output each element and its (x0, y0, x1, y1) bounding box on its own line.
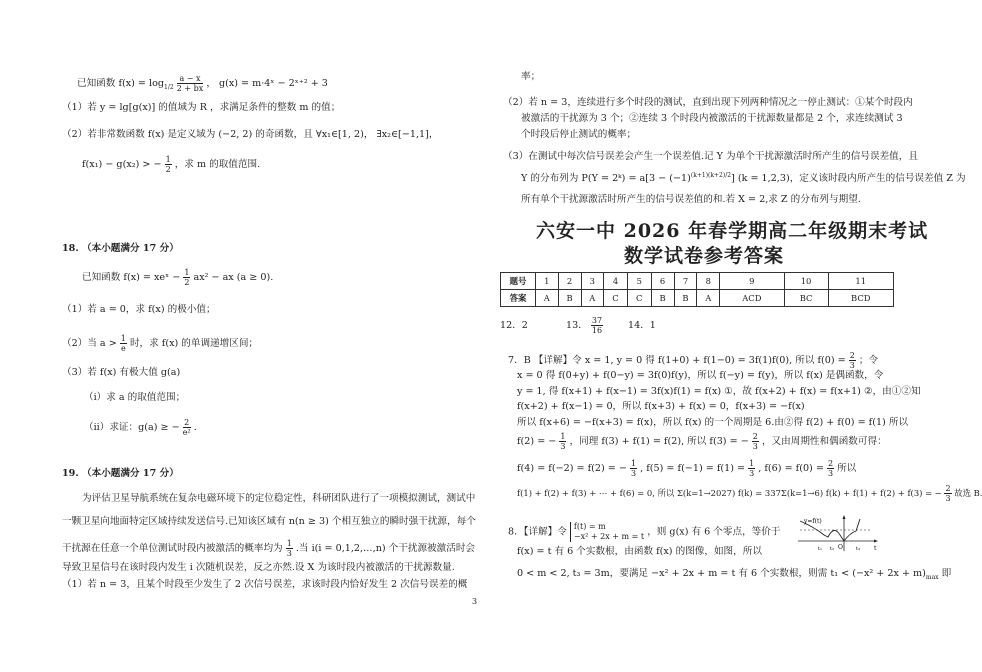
graph-label-t2: t₂ (830, 546, 835, 552)
q2-line1: （2）若非常数函数 f(x) 是定义域为 (−2, 2) 的奇函数，且 ∀x₁∈[1, 2)， ∃x₂∈[−1,1]， (62, 129, 439, 140)
solution-7-line2: x = 0 得 f(0+y) + f(0−y) = 3f(0)f(y)，所以 f(−y) = f(y)，所以 f(x) 是偶函数，令 (517, 370, 884, 381)
answer-cell: B (674, 290, 697, 307)
question-number-cell: 10 (784, 273, 828, 290)
graph-y-arrow (843, 515, 846, 519)
table-answer-label: 答案 (501, 290, 536, 307)
fill-14: 14．1 (628, 320, 656, 331)
solution-7-line8: f(1) + f(2) + f(3) + ⋯ + f(6) = 0, 所以 Σ(k=1→2027) f(k) = 337Σ(k=1→6) f(k) + f(1) + f(2) + f(3) = − $\frac{2}{3}$ 故选 B. (517, 484, 982, 503)
problem-19-title: 19. （本小题满分 17 分） (62, 468, 179, 479)
problem-18-q3-ii: （ii）求证：g(a) ≥ − $\frac{2}{\text{e²}}$ . (84, 418, 197, 437)
solution-8-line2: f(x) = t 有 6 个实数根，由函数 f(x) 的图像，如图，所以 (517, 546, 762, 557)
problem-18-q3-i: （i）求 a 的取值范围； (84, 392, 186, 403)
answer-cell: B (651, 290, 674, 307)
answer-table (500, 272, 894, 307)
answer-cell: A (536, 290, 559, 307)
problem-19-line1: 为评估卫星导航系统在复杂电磁环境下的定位稳定性，科研团队进行了一项模拟测试，测试中 (82, 493, 476, 504)
page-number: 3 (472, 597, 478, 606)
problem-19-line3: 干扰源在任意一个单位测试时段内被激活的概率均为 $\frac{1}{3}$ .当 i(i = 0,1,2,…,n) 个干扰源被激活时会 (62, 539, 476, 558)
p19-q2-line1: （2）若 n = 3，连续进行多个时段的测试，直到出现下列两种情况之一停止测试：①某个时段内 (503, 97, 913, 108)
table-header-label: 题号 (501, 273, 536, 290)
fill-13: 13． $\frac{37}{16}$ (566, 316, 603, 335)
p19-q3-line1: （3）在测试中每次信号误差会产生一个误差值.记 Y 为单个干扰源激活时所产生的信号误差值，且 (503, 151, 918, 162)
answer-cell: A (581, 290, 604, 307)
problem-19-line5: （1）若 n = 3，且某个时段至少发生了 2 次信号误差，求该时段内恰好发生 2 次信号误差的概 (62, 579, 468, 590)
p19-q3-line3: 所有单个干扰源激活时所产生的信号误差值的和.若 X = 2,求 Z 的分布列与期望. (521, 194, 861, 205)
exam-title: 六安一中 2026 年春学期高二年级期末考试 (536, 220, 929, 242)
question-number-cell: 7 (674, 273, 697, 290)
graph-label-t1: t₁ (818, 546, 823, 552)
question-number-cell: 3 (581, 273, 604, 290)
exam-subtitle: 数学试卷参考答案 (624, 245, 785, 267)
function-graph (794, 513, 880, 553)
solution-7-line4: f(x+2) + f(x−1) = 0，所以 f(x+3) + f(x) = 0，f(x+3) = −f(x) (517, 401, 805, 412)
question-number-cell: 4 (604, 273, 628, 290)
problem-18-title: 18. （本小题满分 17 分） (62, 243, 179, 254)
graph-t-arrow (874, 540, 878, 543)
solution-7-line1: 7．B 【详解】令 x = 1, y = 0 得 f(1+0) + f(1−0) = 3f(1)f(0), 所以 f(0) = $\frac{2}{3}$ ；令 (508, 351, 879, 370)
solution-7-line7: f(4) = f(−2) = f(2) = − $\frac{1}{3}$ , f(5) = f(−1) = f(1) = $\frac{1}{3}$ , f(6) = f(0) = $\frac{2}{3}$ 所以 (517, 459, 857, 478)
question-number-cell: 1 (536, 273, 559, 290)
graph-label-o: O (838, 544, 843, 551)
question-number-cell: 9 (720, 273, 785, 290)
answer-cell: C (604, 290, 628, 307)
answer-cell: ACD (720, 290, 785, 307)
answer-cell: BCD (828, 290, 893, 307)
question-number-cell: 5 (627, 273, 651, 290)
graph-label-y: y=f(t) (804, 518, 822, 525)
problem-18-intro: 已知函数 f(x) = xeˣ − $\frac{1}{2}$ ax² − ax (a ≥ 0). (82, 268, 274, 287)
solution-7-line6: f(2) = − $\frac{1}{3}$ ，同理 f(3) + f(1) = f(2), 所以 f(3) = − $\frac{2}{3}$ ，又由周期性和偶函数可得： (517, 432, 887, 451)
fill-12: 12．2 (500, 320, 528, 331)
graph-label-t3: t₃ (856, 546, 861, 552)
question-number-cell: 6 (651, 273, 674, 290)
p19-q2-line2: 被激活的干扰源为 3 个；②连续 3 个时段内被激活的干扰源数量都是 2 个，求连续测试 3 (521, 113, 903, 124)
answer-cell: B (558, 290, 581, 307)
continuation-line: 率； (521, 71, 541, 82)
p19-q2-line3: 个时段后停止测试的概率； (521, 129, 637, 140)
solution-7-line3: y = 1, 得 f(x+1) + f(x−1) = 3f(x)f(1) = f(x) ①，故 f(x+2) + f(x) = f(x+1) ②，由①②知 (517, 386, 921, 397)
answer-cell: A (697, 290, 720, 307)
q2-line2: f(x₁) − g(x₂) > − $\frac{1}{2}$ ，求 m 的取值范围. (82, 155, 261, 174)
solution-7-line5: 所以 f(x+6) = −f(x+3) = f(x)，所以 f(x) 的一个周期是 6.由②得 f(2) + f(0) = f(1) 所以 (517, 417, 909, 428)
problem-19-line2: 一颗卫星向地面特定区域持续发送信号.已知该区域有 n(n ≥ 3) 个相互独立的瞬时强干扰源，每个 (62, 516, 476, 527)
question-number-cell: 11 (828, 273, 893, 290)
intro-line: 已知函数 $f(x) = \log_{1/2}$ $\frac{a - x}{2 + bx}$ ， g(x) = m·4ˣ − 2ˣ⁺² + 3 (77, 74, 328, 93)
p19-q3-line2: Y 的分布列为 P(Y = 2ᵏ) = $a[3 - (-1)^{(k+1)(k+2)/2}]$ (k = 1,2,3)，定义该时段内所产生的信号误差值 Z 为 (521, 172, 966, 185)
answer-table-header-row (501, 273, 894, 290)
problem-18-q1: （1）若 a = 0，求 f(x) 的极小值； (62, 304, 216, 315)
graph-label-t: t (874, 545, 877, 552)
problem-19-line4: 导致卫星信号在该时段内发生 i 次随机误差，反之亦然.设 X 为该时段内被激活的干扰源数量. (62, 562, 455, 573)
solution-8-line3: 0 < m < 2, t₃ = 3m，要满足 −x² + 2x + m = t 有 6 个实数根，则需 $t_1 < (-x^2 + 2x + m)_{max}$ 即 (517, 568, 952, 581)
problem-18-q3: （3）若 f(x) 有极大值 g(a) (62, 367, 181, 378)
answer-table-answer-row (501, 290, 894, 307)
question-number-cell: 2 (558, 273, 581, 290)
q1-line: （1）若 y = lg[g(x)] 的值域为 R ，求满足条件的整数 m 的值； (62, 102, 341, 113)
problem-18-q2: （2）当 a > $\frac{1}{e}$ 时，求 f(x) 的单调递增区间； (62, 334, 259, 353)
answer-cell: BC (784, 290, 828, 307)
question-number-cell: 8 (697, 273, 720, 290)
solution-8-line1: 8．【详解】令 f(t) = m −x² + 2x + m = t ，则 g(x) 有 6 个零点，等价于 (508, 522, 781, 541)
answer-cell: C (627, 290, 651, 307)
